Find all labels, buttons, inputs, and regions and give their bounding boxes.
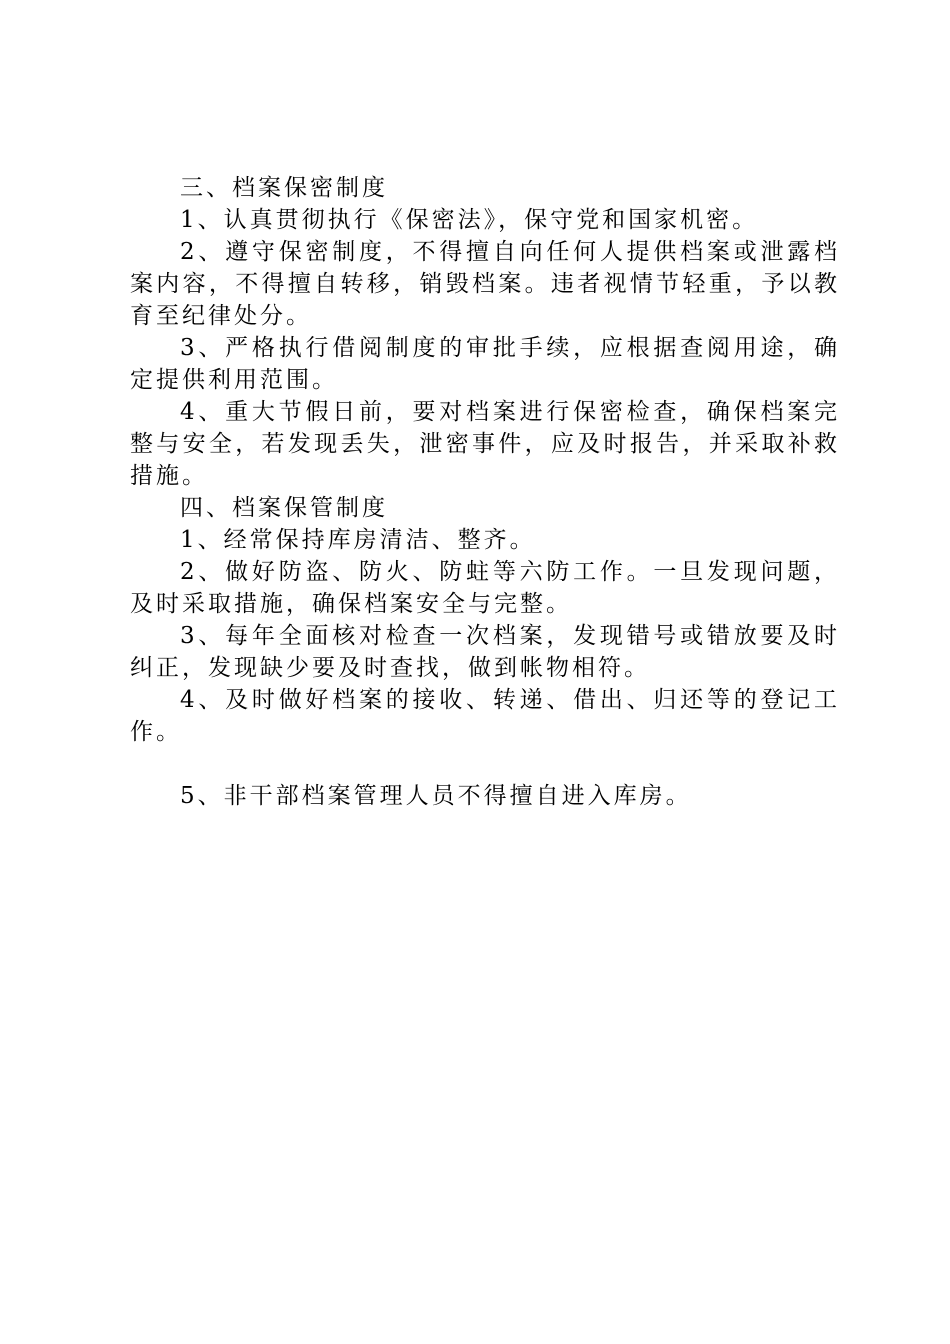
section-heading-custody: 四、档案保管制度 [180,495,388,521]
document-body [130,172,840,812]
custody-item-4: 4、及时做好档案的接收、转递、借出、归还等的登记工作。 [130,687,840,745]
custody-item-1: 1、经常保持库房清洁、整齐。 [180,527,536,553]
confidentiality-item-2: 2、遵守保密制度，不得擅自向任何人提供档案或泄露档案内容，不得擅自转移，销毁档案。违者视情节轻重，予以教育至纪律处分。 [130,239,840,329]
confidentiality-item-4: 4、重大节假日前，要对档案进行保密检查，确保档案完整与安全，若发现丢失，泄密事件，应及时报告，并采取补救措施。 [130,399,840,489]
confidentiality-item-3: 3、严格执行借阅制度的审批手续，应根据查阅用途，确定提供利用范围。 [130,335,840,393]
blank-line [130,748,840,780]
confidentiality-item-1: 1、认真贯彻执行《保密法》，保守党和国家机密。 [180,207,759,233]
custody-item-3: 3、每年全面核对检查一次档案，发现错号或错放要及时纠正，发现缺少要及时查找，做到帐物相符。 [130,623,840,681]
section-heading-confidentiality: 三、档案保密制度 [180,175,388,201]
custody-item-5: 5、非干部档案管理人员不得擅自进入库房。 [180,783,692,809]
custody-item-2: 2、做好防盗、防火、防蛀等六防工作。一旦发现问题，及时采取措施，确保档案安全与完整。 [130,559,840,617]
